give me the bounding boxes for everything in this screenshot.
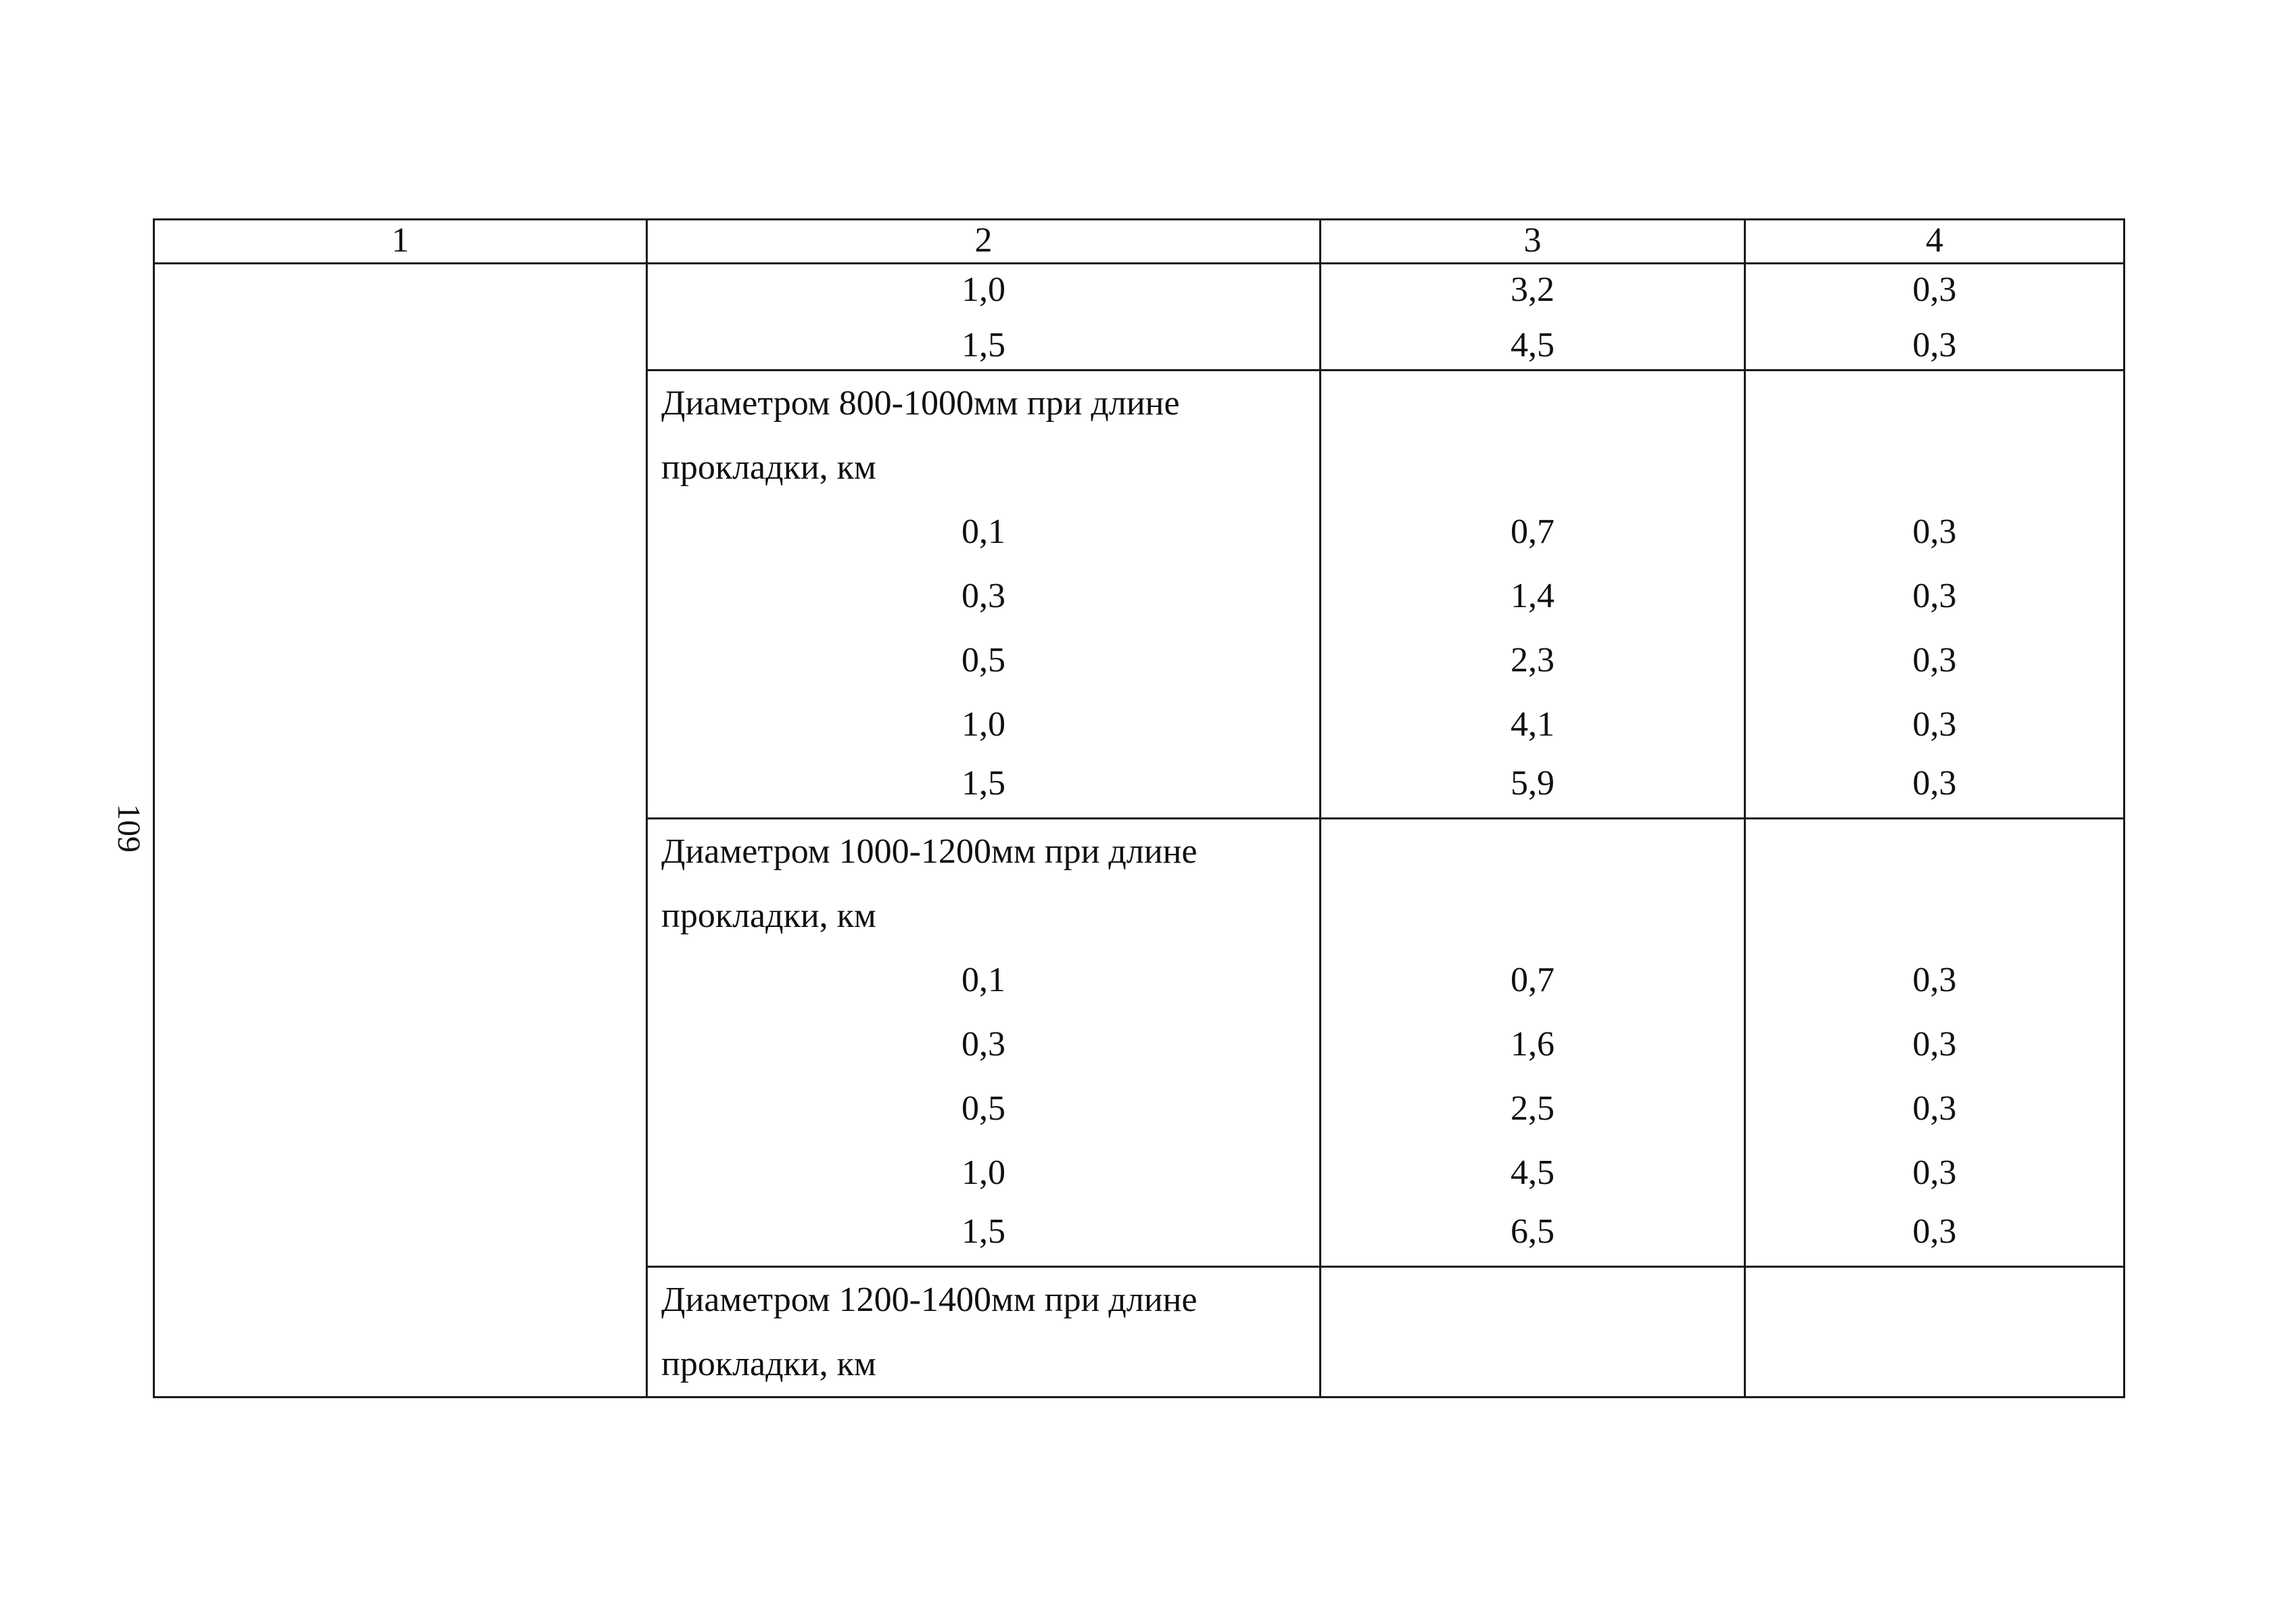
col4-value: 0,3 (1912, 512, 1957, 551)
col3-value: 0,7 (1511, 961, 1555, 999)
col3-value: 4,1 (1511, 705, 1555, 744)
col3-value: 1,6 (1511, 1025, 1555, 1064)
col4-value: 0,3 (1912, 1153, 1957, 1192)
length-cell (647, 819, 1321, 1267)
col4-value: 0,3 (1912, 1025, 1957, 1064)
col3-value: 5,9 (1511, 764, 1555, 803)
col4-value: 0,3 (1912, 641, 1957, 679)
table-row (154, 264, 2125, 371)
col4-value: 0,3 (1912, 577, 1957, 615)
length-value: 1,0 (962, 1153, 1005, 1192)
col4-cell (1745, 371, 2125, 819)
length-cell (647, 371, 1321, 819)
col3-cell (1321, 264, 1745, 371)
col4-cell (1745, 819, 2125, 1267)
data-table (153, 218, 2125, 1398)
length-value: 0,3 (962, 577, 1005, 615)
length-value: 1,0 (962, 705, 1005, 744)
length-cell (647, 1267, 1321, 1398)
length-value: 1,5 (962, 326, 1005, 364)
column-header-2: 2 (647, 220, 1321, 264)
col3-cell (1321, 819, 1745, 1267)
col3-value: 4,5 (1511, 326, 1555, 364)
col3-value: 0,7 (1511, 512, 1555, 551)
col4-value: 0,3 (1912, 764, 1957, 803)
col3-value: 2,5 (1511, 1089, 1555, 1128)
length-value: 0,1 (962, 512, 1005, 551)
col4-value: 0,3 (1912, 326, 1957, 364)
col4-value: 0,3 (1912, 961, 1957, 999)
length-value: 1,5 (962, 1212, 1005, 1251)
length-value: 0,3 (962, 1025, 1005, 1064)
length-value: 1,5 (962, 764, 1005, 803)
col3-cell (1321, 1267, 1745, 1398)
col3-value: 2,3 (1511, 641, 1555, 679)
column-1-cell (154, 264, 647, 1398)
col3-value: 4,5 (1511, 1153, 1555, 1192)
col4-cell (1745, 264, 2125, 371)
length-value: 0,5 (962, 1089, 1005, 1128)
col3-value: 3,2 (1511, 270, 1555, 309)
group-title: Диаметром 1200-1400мм при длине (661, 1281, 1197, 1319)
length-cell (647, 264, 1321, 371)
table-header-row (154, 220, 2125, 264)
col4-value: 0,3 (1912, 705, 1957, 744)
group-title: Диаметром 800-1000мм при длине (661, 384, 1180, 423)
column-header-4: 4 (1745, 220, 2125, 264)
length-value: 0,5 (962, 641, 1005, 679)
group-title: Диаметром 1000-1200мм при длине (661, 832, 1197, 871)
group-subtitle: прокладки, км (661, 897, 876, 935)
group-subtitle: прокладки, км (661, 448, 876, 487)
col4-cell (1745, 1267, 2125, 1398)
length-value: 0,1 (962, 961, 1005, 999)
col3-value: 1,4 (1511, 577, 1555, 615)
column-header-3: 3 (1321, 220, 1745, 264)
col3-cell (1321, 371, 1745, 819)
col4-value: 0,3 (1912, 1212, 1957, 1251)
length-value: 1,0 (962, 270, 1005, 309)
col4-value: 0,3 (1912, 1089, 1957, 1128)
column-header-1: 1 (154, 220, 647, 264)
group-subtitle: прокладки, км (661, 1345, 876, 1383)
page-number: 109 (111, 804, 147, 853)
col4-value: 0,3 (1912, 270, 1957, 309)
col3-value: 6,5 (1511, 1212, 1555, 1251)
